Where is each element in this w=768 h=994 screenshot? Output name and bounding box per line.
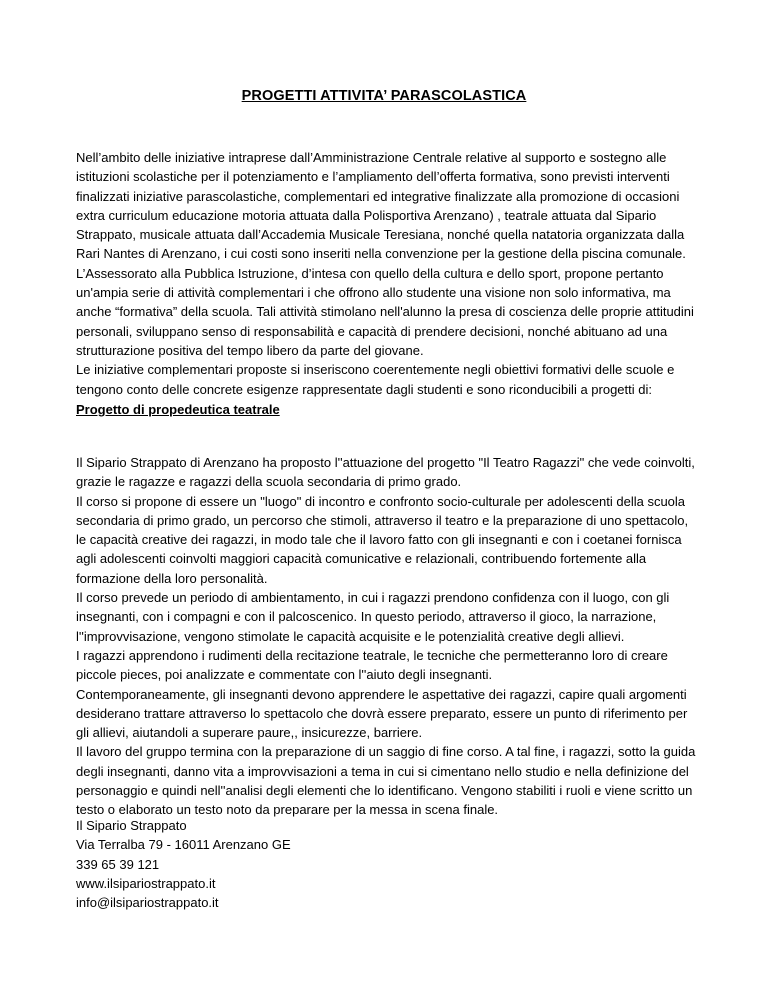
project-paragraph: Il corso prevede un periodo di ambientamento, in cui i ragazzi prendono confidenza con il luogo, con gli insegnanti, con i compagni e con il palcoscenico. In questo periodo, attraverso il gioco, la narrazione, l''improvvisazione, vengono stimolate le capacità acquisite e le potenzialità creative degli allievi. — [76, 590, 670, 644]
intro-paragraph: Nell’ambito delle iniziative intraprese dall’Amministrazione Centrale relative al supporto e sostegno alle istituzioni scolastiche per il potenziamento e l’ampliamento dell’offerta formativa, sono previsti interventi finalizzati iniziative parascolastiche, complementari ed integrative finalizzate alla promozione di occasioni extra curriculum educazione motoria attuata dalla Polisportiva Arenzano) , teatrale attuata dal Sipario Strappato, musicale attuata dall’Accademia Musicale Teresiana, nonché quella natatoria organizzata dalla Rari Nantes di Arenzano, i cui costi sono inseriti nella convenzione per la gestione della piscina comunale. — [76, 150, 686, 262]
project-paragraph: Il Sipario Strappato di Arenzano ha proposto l''attuazione del progetto "Il Teatro Ragazzi" che vede coinvolti, grazie le ragazze e ragazzi della scuola secondaria di primo grado. — [76, 455, 695, 490]
contact-block — [76, 816, 291, 912]
project-paragraph: I ragazzi apprendono i rudimenti della recitazione teatrale, le tecniche che permetteranno loro di creare piccole pieces, poi analizzate e commentate con l''aiuto degli insegnanti. — [76, 647, 668, 683]
intro-paragraph: L’Assessorato alla Pubblica Istruzione, d’intesa con quello della cultura e dello sport, propone pertanto un'ampia serie di attività complementari i che offrono allo studente una visione non solo informativa, ma anche “formativa” della scuola. Tali attività stimolano nell'alunno la presa di coscienza delle proprie attitudini personali, sviluppano senso di responsabilità e capacità di prendere decisioni, nonché abituano ad una strutturazione positiva del tempo libero da parte del giovane. — [76, 265, 694, 358]
project-paragraph: Il corso si propone di essere un "luogo" di incontro e confronto socio-culturale per adolescenti della scuola secondaria di primo grado, un percorso che stimoli, attraverso il teatro e la preparazione di uno spettacolo, le capacità creative dei ragazzi, in modo tale che il lavoro fatto con gli insegnanti e con i coetanei fornisca agli adolescenti coinvolti maggiori capacità comunicative e relazionali, contribuendo fortemente alla formazione della loro personalità. — [76, 493, 689, 586]
contact-name: Il Sipario Strappato — [76, 818, 187, 833]
contact-website: www.ilsipariostrappato.it — [76, 875, 216, 891]
project-paragraph: Il lavoro del gruppo termina con la preparazione di un saggio di fine corso. A tal fine, i ragazzi, sotto la guida degli insegnanti, danno vita a improvvisazioni a tema in cui si cimentano nello studio e nella definizione del personaggio e quindi nell''analisi degli elementi che lo identificano. Vengono stabiliti i ruoli e viene scritto un testo o elaborato un testo noto da preparare per la messa in scena finale. — [76, 744, 696, 818]
contact-email: info@ilsipariostrappato.it — [76, 895, 219, 911]
intro-paragraph: Le iniziative complementari proposte si inseriscono coerentemente negli obiettivi formativi delle scuole e tengono conto delle concrete esigenze rappresentate dagli studenti e sono riconducibili a progetti di: — [76, 362, 675, 397]
contact-phone: 339 65 39 121 — [76, 856, 160, 872]
section-heading: Progetto di propedeutica teatrale — [76, 402, 280, 417]
document-title: PROGETTI ATTIVITA’ PARASCOLASTICA — [241, 88, 527, 104]
project-paragraph: Contemporaneamente, gli insegnanti devono apprendere le aspettative dei ragazzi, capire quali argomenti desiderano trattare attraverso lo spettacolo che dovrà essere preparato, essere un punto di riferimento per gli allievi, aiutandoli a superare paure,, insicurezze, barriere. — [76, 686, 688, 741]
contact-address: Via Terralba 79 - 16011 Arenzano GE — [76, 837, 291, 853]
project-section — [76, 453, 696, 820]
intro-section — [76, 148, 696, 399]
